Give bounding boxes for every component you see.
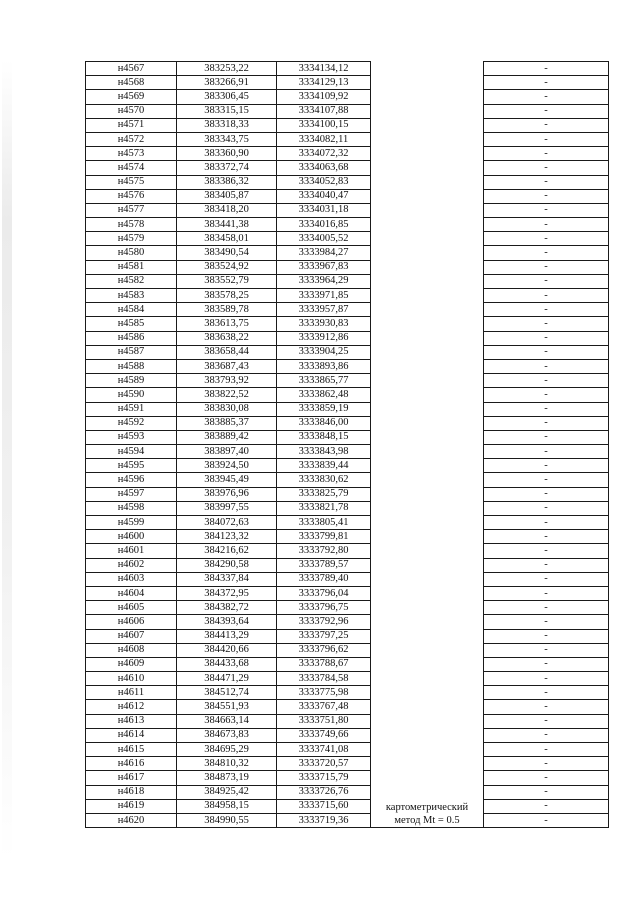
x-coordinate-cell: 383372,74 [177,161,277,175]
point-id-cell: н4600 [86,530,177,544]
point-id-cell: н4569 [86,90,177,104]
table-row [86,572,609,586]
note-cell: - [484,260,609,274]
y-coordinate-cell: 3333839,44 [277,459,371,473]
point-id-cell: н4588 [86,359,177,373]
x-coordinate-cell: 383889,42 [177,430,277,444]
note-cell: - [484,757,609,771]
point-id-cell: н4580 [86,246,177,260]
table-row [86,785,609,799]
x-coordinate-cell: 384512,74 [177,686,277,700]
table-row [86,459,609,473]
point-id-cell: н4602 [86,558,177,572]
point-id-cell: н4603 [86,572,177,586]
y-coordinate-cell: 3333715,79 [277,771,371,785]
x-coordinate-cell: 383924,50 [177,459,277,473]
note-cell: - [484,728,609,742]
x-coordinate-cell: 384216,62 [177,544,277,558]
table-row [86,132,609,146]
y-coordinate-cell: 3334109,92 [277,90,371,104]
note-cell: - [484,445,609,459]
y-coordinate-cell: 3333862,48 [277,388,371,402]
x-coordinate-cell: 383589,78 [177,303,277,317]
table-row [86,62,609,76]
table-row [86,714,609,728]
table-row [86,586,609,600]
point-id-cell: н4571 [86,118,177,132]
y-coordinate-cell: 3333775,98 [277,686,371,700]
point-id-cell: н4609 [86,657,177,671]
x-coordinate-cell: 384393,64 [177,615,277,629]
x-coordinate-cell: 384382,72 [177,601,277,615]
table-row [86,743,609,757]
note-cell: - [484,359,609,373]
table-row [86,544,609,558]
y-coordinate-cell: 3334005,52 [277,232,371,246]
table-row [86,274,609,288]
note-cell: - [484,345,609,359]
x-coordinate-cell: 383578,25 [177,289,277,303]
y-coordinate-cell: 3333830,62 [277,473,371,487]
point-id-cell: н4614 [86,728,177,742]
table-row [86,203,609,217]
note-cell: - [484,62,609,76]
note-cell: - [484,203,609,217]
point-id-cell: н4586 [86,331,177,345]
table-row [86,388,609,402]
x-coordinate-cell: 384551,93 [177,700,277,714]
table-row [86,643,609,657]
x-coordinate-cell: 384420,66 [177,643,277,657]
note-cell: - [484,743,609,757]
x-coordinate-cell: 384123,32 [177,530,277,544]
y-coordinate-cell: 3333805,41 [277,516,371,530]
note-cell: - [484,714,609,728]
method-line-1: картометрический [385,802,469,814]
point-id-cell: н4567 [86,62,177,76]
point-id-cell: н4582 [86,274,177,288]
point-id-cell: н4587 [86,345,177,359]
x-coordinate-cell: 384413,29 [177,629,277,643]
y-coordinate-cell: 3333749,66 [277,728,371,742]
x-coordinate-cell: 384337,84 [177,572,277,586]
point-id-cell: н4570 [86,104,177,118]
y-coordinate-cell: 3333715,60 [277,799,371,813]
table-row [86,629,609,643]
table-row [86,615,609,629]
coordinates-table-body [86,62,609,828]
table-row [86,445,609,459]
note-cell: - [484,189,609,203]
point-id-cell: н4599 [86,516,177,530]
x-coordinate-cell: 383266,91 [177,76,277,90]
note-cell: - [484,657,609,671]
y-coordinate-cell: 3333720,57 [277,757,371,771]
y-coordinate-cell: 3334040,47 [277,189,371,203]
y-coordinate-cell: 3333797,25 [277,629,371,643]
note-cell: - [484,572,609,586]
x-coordinate-cell: 383253,22 [177,62,277,76]
y-coordinate-cell: 3333719,36 [277,813,371,827]
x-coordinate-cell: 384958,15 [177,799,277,813]
table-row [86,189,609,203]
x-coordinate-cell: 383418,20 [177,203,277,217]
x-coordinate-cell: 384471,29 [177,672,277,686]
x-coordinate-cell: 384673,83 [177,728,277,742]
y-coordinate-cell: 3333848,15 [277,430,371,444]
y-coordinate-cell: 3334016,85 [277,218,371,232]
note-cell: - [484,672,609,686]
y-coordinate-cell: 3334107,88 [277,104,371,118]
x-coordinate-cell: 383997,55 [177,501,277,515]
point-id-cell: н4577 [86,203,177,217]
point-id-cell: н4592 [86,416,177,430]
point-id-cell: н4596 [86,473,177,487]
note-cell: - [484,232,609,246]
y-coordinate-cell: 3333957,87 [277,303,371,317]
point-id-cell: н4594 [86,445,177,459]
note-cell: - [484,161,609,175]
y-coordinate-cell: 3334129,13 [277,76,371,90]
x-coordinate-cell: 383638,22 [177,331,277,345]
note-cell: - [484,175,609,189]
point-id-cell: н4575 [86,175,177,189]
y-coordinate-cell: 3333751,80 [277,714,371,728]
y-coordinate-cell: 3333789,40 [277,572,371,586]
note-cell: - [484,700,609,714]
point-id-cell: н4604 [86,586,177,600]
y-coordinate-cell: 3333930,83 [277,317,371,331]
note-cell: - [484,813,609,827]
x-coordinate-cell: 383552,79 [177,274,277,288]
table-row [86,657,609,671]
x-coordinate-cell: 384290,58 [177,558,277,572]
point-id-cell: н4579 [86,232,177,246]
point-id-cell: н4607 [86,629,177,643]
note-cell: - [484,785,609,799]
point-id-cell: н4572 [86,132,177,146]
x-coordinate-cell: 384990,55 [177,813,277,827]
x-coordinate-cell: 383441,38 [177,218,277,232]
page-edge-shadow [2,60,12,860]
note-cell: - [484,601,609,615]
point-id-cell: н4615 [86,743,177,757]
note-cell: - [484,90,609,104]
table-row [86,757,609,771]
x-coordinate-cell: 384433,68 [177,657,277,671]
note-cell: - [484,586,609,600]
y-coordinate-cell: 3334082,11 [277,132,371,146]
point-id-cell: н4601 [86,544,177,558]
table-row [86,218,609,232]
note-cell: - [484,544,609,558]
table-row [86,118,609,132]
y-coordinate-cell: 3333796,62 [277,643,371,657]
point-id-cell: н4618 [86,785,177,799]
table-row [86,289,609,303]
y-coordinate-cell: 3333784,58 [277,672,371,686]
y-coordinate-cell: 3334134,12 [277,62,371,76]
note-cell: - [484,303,609,317]
table-row [86,416,609,430]
x-coordinate-cell: 383822,52 [177,388,277,402]
table-row [86,359,609,373]
point-id-cell: н4576 [86,189,177,203]
y-coordinate-cell: 3333964,29 [277,274,371,288]
table-row [86,473,609,487]
x-coordinate-cell: 383306,45 [177,90,277,104]
note-cell: - [484,416,609,430]
table-row [86,260,609,274]
x-coordinate-cell: 383318,33 [177,118,277,132]
x-coordinate-cell: 384873,19 [177,771,277,785]
point-id-cell: н4598 [86,501,177,515]
note-cell: - [484,374,609,388]
point-id-cell: н4578 [86,218,177,232]
note-cell: - [484,246,609,260]
note-cell: - [484,771,609,785]
point-id-cell: н4608 [86,643,177,657]
note-cell: - [484,402,609,416]
table-row [86,331,609,345]
table-row [86,672,609,686]
note-cell: - [484,104,609,118]
y-coordinate-cell: 3333821,78 [277,501,371,515]
point-id-cell: н4590 [86,388,177,402]
y-coordinate-cell: 3333741,08 [277,743,371,757]
x-coordinate-cell: 383343,75 [177,132,277,146]
x-coordinate-cell: 384925,42 [177,785,277,799]
table-row [86,799,609,813]
table-row [86,246,609,260]
table-row [86,76,609,90]
point-id-cell: н4613 [86,714,177,728]
point-id-cell: н4573 [86,147,177,161]
x-coordinate-cell: 383897,40 [177,445,277,459]
point-id-cell: н4568 [86,76,177,90]
point-id-cell: н4612 [86,700,177,714]
point-id-cell: н4574 [86,161,177,175]
x-coordinate-cell: 383315,15 [177,104,277,118]
x-coordinate-cell: 383976,96 [177,487,277,501]
table-row [86,516,609,530]
method-cell [371,62,484,828]
y-coordinate-cell: 3333796,04 [277,586,371,600]
y-coordinate-cell: 3334031,18 [277,203,371,217]
point-id-cell: н4597 [86,487,177,501]
table-row [86,700,609,714]
note-cell: - [484,799,609,813]
table-row [86,728,609,742]
point-id-cell: н4593 [86,430,177,444]
y-coordinate-cell: 3333843,98 [277,445,371,459]
x-coordinate-cell: 384072,63 [177,516,277,530]
x-coordinate-cell: 383830,08 [177,402,277,416]
coordinates-table [85,61,609,828]
y-coordinate-cell: 3333767,48 [277,700,371,714]
y-coordinate-cell: 3333859,19 [277,402,371,416]
point-id-cell: н4616 [86,757,177,771]
table-row [86,303,609,317]
y-coordinate-cell: 3333984,27 [277,246,371,260]
note-cell: - [484,530,609,544]
x-coordinate-cell: 383945,49 [177,473,277,487]
note-cell: - [484,516,609,530]
x-coordinate-cell: 384810,32 [177,757,277,771]
y-coordinate-cell: 3333792,80 [277,544,371,558]
y-coordinate-cell: 3333904,25 [277,345,371,359]
note-cell: - [484,615,609,629]
point-id-cell: н4584 [86,303,177,317]
y-coordinate-cell: 3333789,57 [277,558,371,572]
point-id-cell: н4589 [86,374,177,388]
note-cell: - [484,629,609,643]
y-coordinate-cell: 3333971,85 [277,289,371,303]
table-row [86,530,609,544]
table-row [86,813,609,827]
point-id-cell: н4595 [86,459,177,473]
y-coordinate-cell: 3333893,86 [277,359,371,373]
point-id-cell: н4605 [86,601,177,615]
y-coordinate-cell: 3334052,83 [277,175,371,189]
x-coordinate-cell: 384695,29 [177,743,277,757]
note-cell: - [484,473,609,487]
x-coordinate-cell: 383613,75 [177,317,277,331]
x-coordinate-cell: 383360,90 [177,147,277,161]
y-coordinate-cell: 3334072,32 [277,147,371,161]
x-coordinate-cell: 383524,92 [177,260,277,274]
table-row [86,147,609,161]
note-cell: - [484,289,609,303]
point-id-cell: н4583 [86,289,177,303]
table-row [86,487,609,501]
note-cell: - [484,487,609,501]
table-row [86,771,609,785]
table-row [86,402,609,416]
table-row [86,232,609,246]
note-cell: - [484,147,609,161]
table-row [86,686,609,700]
table-row [86,104,609,118]
x-coordinate-cell: 383490,54 [177,246,277,260]
point-id-cell: н4610 [86,672,177,686]
note-cell: - [484,118,609,132]
note-cell: - [484,643,609,657]
y-coordinate-cell: 3333825,79 [277,487,371,501]
method-line-2: метод Mt = 0.5 [394,814,460,826]
x-coordinate-cell: 384663,14 [177,714,277,728]
y-coordinate-cell: 3333967,83 [277,260,371,274]
table-row [86,175,609,189]
x-coordinate-cell: 383386,32 [177,175,277,189]
point-id-cell: н4611 [86,686,177,700]
x-coordinate-cell: 383687,43 [177,359,277,373]
point-id-cell: н4591 [86,402,177,416]
table-row [86,601,609,615]
x-coordinate-cell: 383458,01 [177,232,277,246]
note-cell: - [484,76,609,90]
point-id-cell: н4617 [86,771,177,785]
note-cell: - [484,331,609,345]
table-row [86,374,609,388]
table-row [86,501,609,515]
point-id-cell: н4619 [86,799,177,813]
point-id-cell: н4606 [86,615,177,629]
note-cell: - [484,430,609,444]
y-coordinate-cell: 3333865,77 [277,374,371,388]
table-row [86,90,609,104]
point-id-cell: н4620 [86,813,177,827]
y-coordinate-cell: 3333726,76 [277,785,371,799]
y-coordinate-cell: 3333788,67 [277,657,371,671]
note-cell: - [484,501,609,515]
x-coordinate-cell: 383793,92 [177,374,277,388]
note-cell: - [484,218,609,232]
x-coordinate-cell: 384372,95 [177,586,277,600]
table-row [86,161,609,175]
y-coordinate-cell: 3333799,81 [277,530,371,544]
x-coordinate-cell: 383885,37 [177,416,277,430]
y-coordinate-cell: 3334063,68 [277,161,371,175]
point-id-cell: н4585 [86,317,177,331]
table-row [86,430,609,444]
note-cell: - [484,459,609,473]
y-coordinate-cell: 3333846,00 [277,416,371,430]
table-row [86,345,609,359]
table-row [86,558,609,572]
point-id-cell: н4581 [86,260,177,274]
y-coordinate-cell: 3334100,15 [277,118,371,132]
y-coordinate-cell: 3333796,75 [277,601,371,615]
note-cell: - [484,317,609,331]
note-cell: - [484,132,609,146]
note-cell: - [484,388,609,402]
x-coordinate-cell: 383405,87 [177,189,277,203]
table-row [86,317,609,331]
x-coordinate-cell: 383658,44 [177,345,277,359]
note-cell: - [484,686,609,700]
y-coordinate-cell: 3333912,86 [277,331,371,345]
note-cell: - [484,558,609,572]
note-cell: - [484,274,609,288]
y-coordinate-cell: 3333792,96 [277,615,371,629]
